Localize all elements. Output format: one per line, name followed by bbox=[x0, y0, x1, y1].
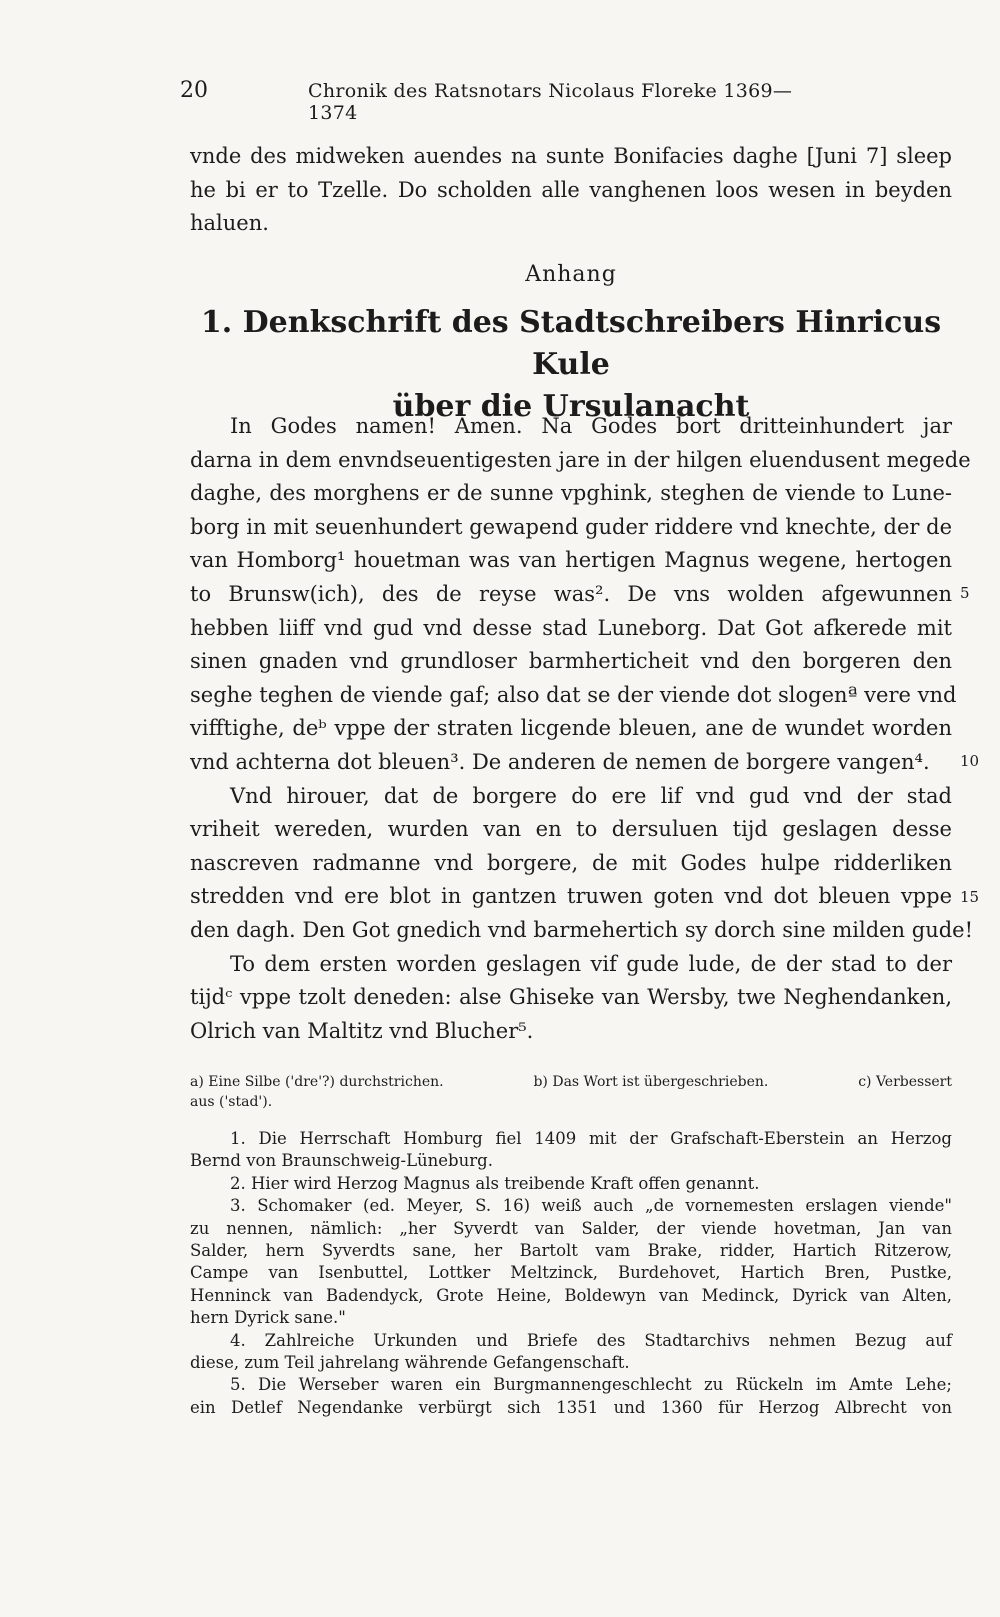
note-c: c) Verbessert bbox=[858, 1074, 952, 1090]
line-number: 5 bbox=[960, 584, 970, 602]
note-a: a) Eine Silbe ('dre'?) durchstrichen. bbox=[190, 1074, 444, 1090]
text-line: stredden vnd ere blot in gantzen truwen goten vnd dot bleuen vppe bbox=[190, 884, 952, 909]
intro-text bbox=[190, 140, 952, 241]
footnote-line: Bernd von Braunschweig-Lüneburg. bbox=[190, 1151, 493, 1171]
text-line: In Godes namen! Amen. Na Godes bort dritteinhundert jar bbox=[230, 414, 952, 438]
footnote-line: zu nennen, nämlich: „her Syverdt van Salder, der viende hovetman, Jan van bbox=[190, 1218, 952, 1238]
footnote-line: 5. Die Werseber waren ein Burgmannengeschlecht zu Rückeln im Amte Lehe; bbox=[230, 1375, 952, 1395]
text-line: darna in dem envndseuentigesten jare in der hilgen eluendusent megede bbox=[190, 447, 971, 472]
footnote-line: 4. Zahlreiche Urkunden und Briefe des Stadtarchivs nehmen Bezug auf bbox=[230, 1330, 952, 1350]
footnote-line: 3. Schomaker (ed. Meyer, S. 16) weiß auch „de vornemesten erslagen viende" bbox=[230, 1196, 952, 1216]
text-line: hebben liiff vnd gud vnd desse stad Luneborg. Dat Got afkerede mit bbox=[190, 615, 952, 640]
text-line: sinen gnaden vnd grundloser barmherticheit vnd den borgeren den bbox=[190, 649, 952, 674]
footnote-line: diese, zum Teil jahrelang währende Gefangenschaft. bbox=[190, 1353, 630, 1373]
appendix-heading: Anhang bbox=[525, 262, 617, 287]
text-line: daghe, des morghens er de sunne vpghink, steghen de viende to Lune- bbox=[190, 481, 952, 506]
footnote-line: Henninck van Badendyck, Grote Heine, Boldewyn van Medinck, Dyrick van Alten, bbox=[190, 1285, 952, 1305]
text-critical-notes bbox=[190, 1072, 952, 1112]
text-line: Olrich van Maltitz vnd Blucher⁵. bbox=[190, 1018, 534, 1043]
note-b: b) Das Wort ist übergeschrieben. bbox=[533, 1074, 769, 1090]
running-title: Chronik des Ratsnotars Nicolaus Floreke 1369—1374 bbox=[308, 80, 793, 124]
text-line: To dem ersten worden geslagen vif gude lude, de der stad to der bbox=[230, 951, 952, 976]
footnote-line: Campe van Isenbuttel, Lottker Meltzinck, Burdehovet, Hartich Bren, Pustke, bbox=[190, 1263, 952, 1283]
footnote-line: hern Dyrick sane." bbox=[190, 1308, 346, 1328]
footnote-line: ein Detlef Negendanke verbürgt sich 1351 und 1360 für Herzog Albrecht von bbox=[190, 1397, 952, 1417]
title-line: über die Ursulanacht bbox=[392, 389, 750, 424]
text-line: to Brunsw(ich), des de reyse was². De vns wolden afgewunnen bbox=[190, 581, 952, 606]
text-line: vriheit wereden, wurden van en to dersuluen tijd geslagen desse bbox=[190, 817, 952, 842]
text-line: he bi er to Tzelle. Do scholden alle vanghenen loos wesen in beyden bbox=[190, 177, 952, 202]
title-line: 1. Denkschrift des Stadtschreibers Hinricus Kule bbox=[200, 305, 942, 382]
text-line: borg in mit seuenhundert gewapend guder riddere vnd knechte, der de bbox=[190, 514, 952, 539]
footnotes bbox=[190, 1128, 952, 1419]
footnote-line: Salder, hern Syverdts sane, her Bartolt vam Brake, ridder, Hartich Ritzerow, bbox=[190, 1241, 952, 1261]
line-number: 10 bbox=[960, 752, 980, 770]
text-line: Vnd hirouer, dat de borgere do ere lif vnd gud vnd der stad bbox=[230, 783, 952, 808]
text-line: den dagh. Den Got gnedich vnd barmehertich sy dorch sine milden gude! bbox=[190, 917, 974, 942]
note-c-continuation: aus ('stad'). bbox=[190, 1094, 273, 1110]
page-number: 20 bbox=[180, 78, 208, 103]
page-header bbox=[180, 78, 820, 124]
footnote-line: 2. Hier wird Herzog Magnus als treibende Kraft offen genannt. bbox=[230, 1173, 760, 1193]
footnote-line: 1. Die Herrschaft Homburg fiel 1409 mit der Grafschaft-Eberstein an Herzog bbox=[230, 1129, 952, 1148]
text-line: seghe teghen de viende gaf; also dat se der viende dot slogenª vere vnd bbox=[190, 682, 957, 707]
text-line: tijdᶜ vppe tzolt deneden: alse Ghiseke van Wersby, twe Neghendanken, bbox=[190, 985, 952, 1010]
text-line: vnd achterna dot bleuen³. De anderen de nemen de borgere vangen⁴. bbox=[190, 749, 930, 774]
text-line: van Homborg¹ houetman was van hertigen Magnus wegene, hertogen bbox=[190, 548, 952, 573]
text-line: haluen. bbox=[190, 211, 269, 236]
text-line: nascreven radmanne vnd borgere, de mit Godes hulpe ridderliken bbox=[190, 850, 952, 875]
text-line: vifftighe, deᵇ vppe der straten licgende bleuen, ane de wundet worden bbox=[190, 716, 952, 741]
line-number: 15 bbox=[960, 888, 980, 906]
text-line: vnde des midweken auendes na sunte Bonifacies daghe [Juni 7] sleep bbox=[190, 144, 952, 168]
